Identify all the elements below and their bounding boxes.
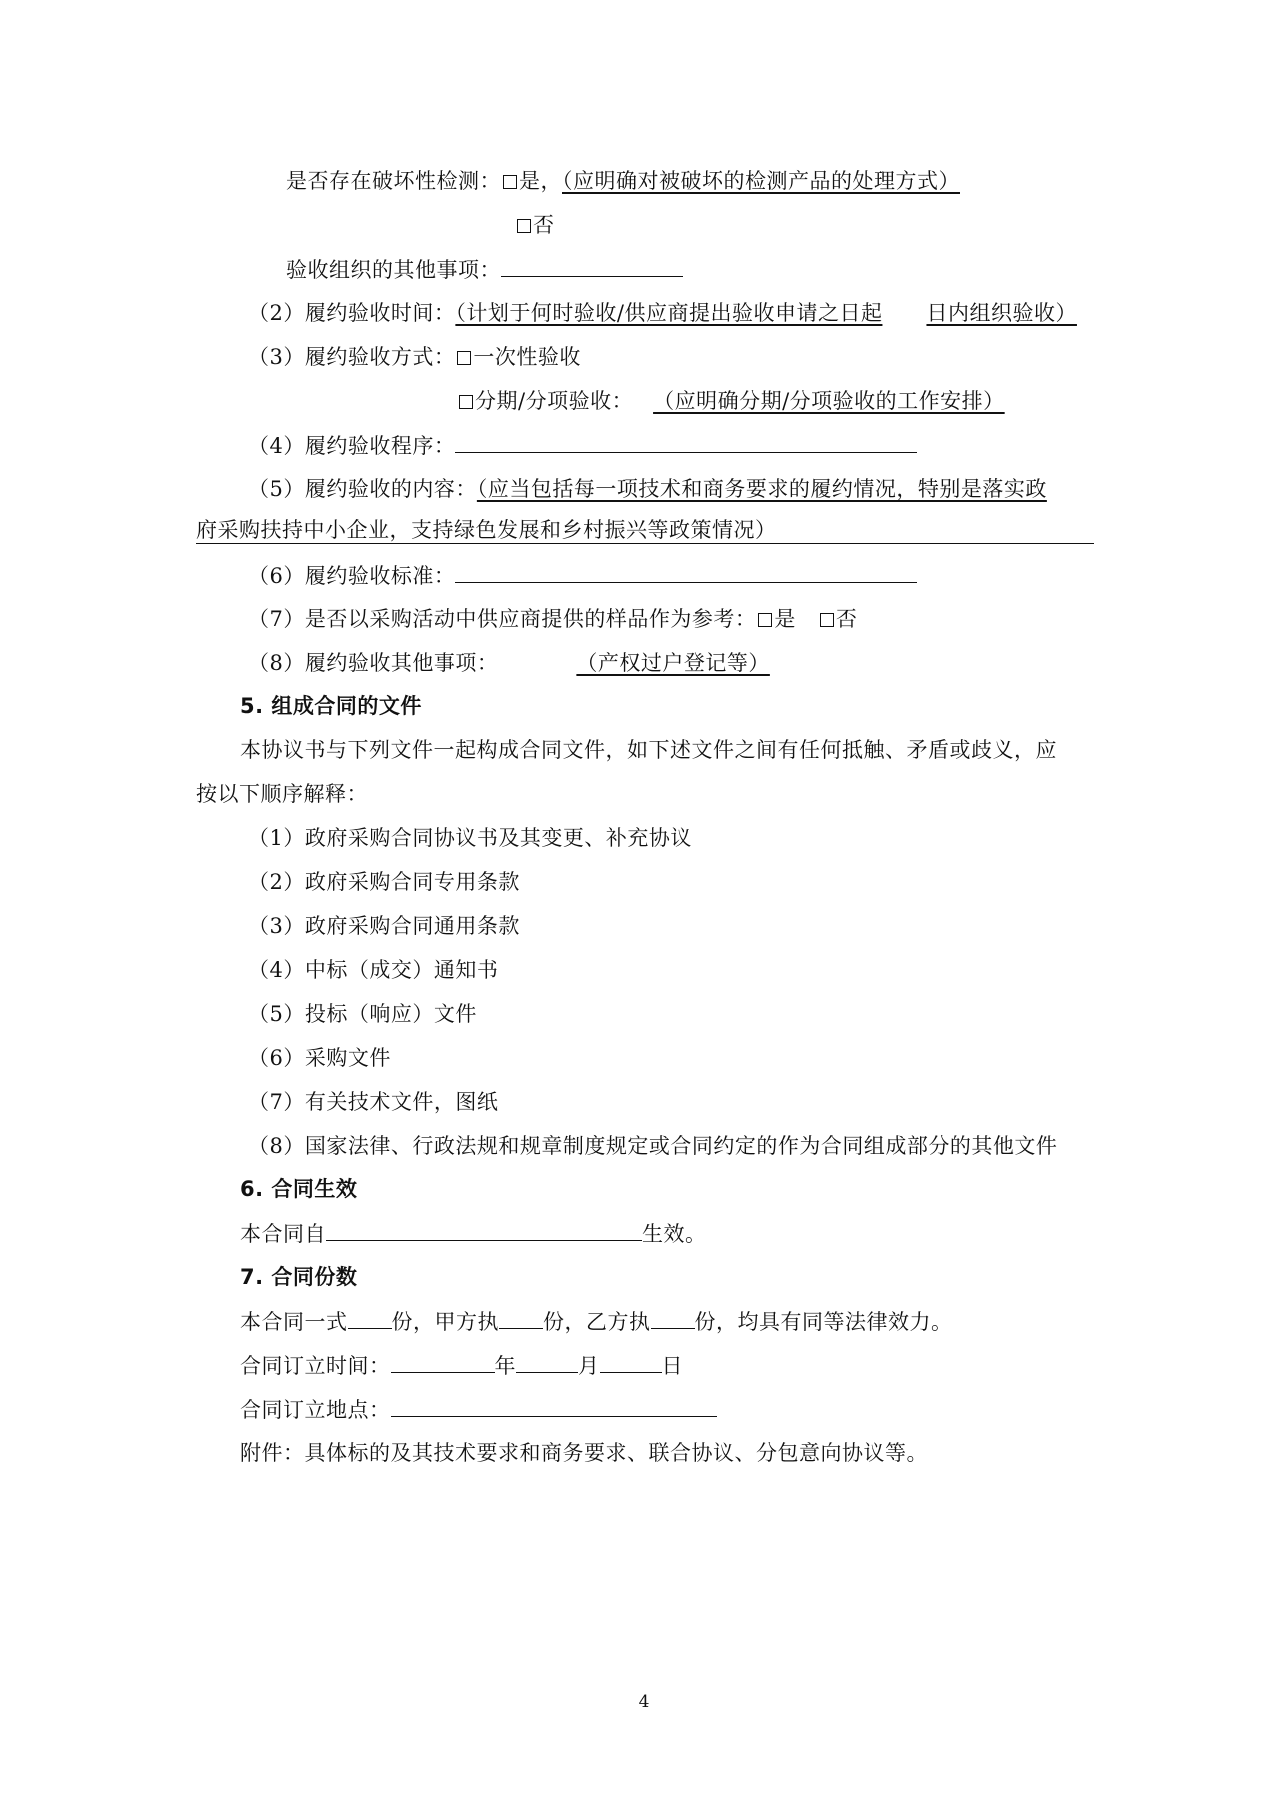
section5-item: （7）有关技术文件，图纸: [248, 1090, 499, 1114]
month-blank[interactable]: [516, 1350, 578, 1373]
effective-line: [240, 1218, 707, 1249]
item2-note-b: 日内组织验收）: [926, 301, 1077, 325]
section5-item: （8）国家法律、行政法规和规章制度规定或合同约定的作为合同组成部分的其他文件: [248, 1134, 1058, 1158]
item6-line: [248, 560, 917, 591]
item2-note-a: （计划于何时验收/供应商提出验收申请之日起: [455, 301, 883, 325]
month-label: 月: [578, 1354, 600, 1378]
sample-yes-label: 是: [774, 607, 796, 631]
copies-c: 份，乙方执: [543, 1310, 651, 1334]
year-blank[interactable]: [391, 1350, 495, 1373]
section5-item: （1）政府采购合同协议书及其变更、补充协议: [248, 826, 692, 850]
section5-para-b: 按以下顺序解释：: [196, 782, 368, 806]
yes-label: 是，: [519, 169, 562, 193]
section6-title: 6. 合同生效: [240, 1177, 358, 1201]
attachment-line: 附件：具体标的及其技术要求和商务要求、联合协议、分包意向协议等。: [240, 1441, 928, 1465]
sign-place-line: [240, 1394, 717, 1425]
total-copies-blank[interactable]: [348, 1306, 392, 1329]
sample-no-checkbox[interactable]: [820, 613, 834, 627]
copies-b: 份，甲方执: [391, 1310, 499, 1334]
copies-line: [240, 1306, 953, 1337]
section5-item: （5）投标（响应）文件: [248, 1002, 477, 1026]
day-blank[interactable]: [600, 1350, 662, 1373]
item2-line: [248, 298, 1077, 328]
section5-item: （2）政府采购合同专用条款: [248, 870, 520, 894]
item7-label: （7）是否以采购活动中供应商提供的样品作为参考：: [248, 607, 757, 631]
staged-note: （应明确分期/分项验收的工作安排）: [653, 389, 1005, 413]
item8-note: （产权过户登记等）: [576, 651, 770, 675]
item6-blank[interactable]: [455, 560, 917, 583]
effective-pre: 本合同自: [240, 1222, 326, 1246]
section5-title: 5. 组成合同的文件: [240, 694, 422, 718]
yes-checkbox[interactable]: [503, 175, 517, 189]
item4-blank[interactable]: [455, 430, 917, 453]
item4-line: [248, 430, 917, 461]
item6-label: （6）履约验收标准：: [248, 564, 456, 588]
item3-label: （3）履约验收方式：: [248, 345, 456, 369]
other-org-label: 验收组织的其他事项：: [286, 258, 501, 282]
item5-line-2: [196, 515, 777, 545]
item5-note-a: （应当包括每一项技术和商务要求的履约情况，特别是落实政: [476, 477, 1047, 501]
item3-opt2-line: [457, 386, 1031, 416]
page-number: 4: [638, 1692, 650, 1712]
sample-yes-checkbox[interactable]: [758, 613, 772, 627]
item4-label: （4）履约验收程序：: [248, 434, 456, 458]
staged-label: 分期/分项验收：: [475, 389, 634, 413]
destructive-test-label: 是否存在破坏性检测：: [286, 169, 501, 193]
day-label: 日: [661, 1354, 683, 1378]
item8-label: （8）履约验收其他事项：: [248, 651, 499, 675]
no-label: 否: [533, 213, 555, 237]
item5-label: （5）履约验收的内容：: [248, 477, 477, 501]
destructive-test-line: [286, 166, 960, 196]
copies-d: 份，均具有同等法律效力。: [694, 1310, 953, 1334]
effective-blank[interactable]: [326, 1218, 642, 1241]
sign-place-blank[interactable]: [391, 1394, 717, 1417]
item2-label: （2）履约验收时间：: [248, 301, 456, 325]
one-time-label: 一次性验收: [473, 345, 581, 369]
destructive-yes-note: （应明确对被破坏的检测产品的处理方式）: [562, 169, 960, 193]
sample-no-label: 否: [835, 607, 858, 631]
item8-line: [248, 648, 888, 678]
item5-note-b: 府采购扶持中小企业，支持绿色发展和乡村振兴等政策情况）: [196, 518, 777, 542]
destructive-no-line: [515, 210, 555, 240]
item7-line: [248, 604, 857, 634]
sign-place-label: 合同订立地点：: [240, 1398, 391, 1422]
section5-item: （3）政府采购合同通用条款: [248, 914, 520, 938]
year-label: 年: [494, 1354, 516, 1378]
section5-item: （6）采购文件: [248, 1046, 391, 1070]
other-org-line: [286, 254, 683, 285]
section5-item: （4）中标（成交）通知书: [248, 958, 499, 982]
item5-line: [248, 474, 1047, 504]
effective-post: 生效。: [642, 1222, 707, 1246]
party-a-copies-blank[interactable]: [499, 1306, 543, 1329]
other-org-blank[interactable]: [501, 254, 683, 277]
party-b-copies-blank[interactable]: [651, 1306, 695, 1329]
staged-checkbox[interactable]: [459, 395, 473, 409]
copies-a: 本合同一式: [240, 1310, 348, 1334]
item5-underline: [196, 543, 1094, 544]
one-time-checkbox[interactable]: [457, 351, 471, 365]
section5-para-a: 本协议书与下列文件一起构成合同文件，如下述文件之间有任何抵触、矛盾或歧义，应: [240, 738, 1057, 762]
sign-time-label: 合同订立时间：: [240, 1354, 391, 1378]
item3-line: [248, 342, 581, 372]
no-checkbox[interactable]: [517, 219, 531, 233]
section7-title: 7. 合同份数: [240, 1265, 358, 1289]
sign-time-line: [240, 1350, 683, 1381]
